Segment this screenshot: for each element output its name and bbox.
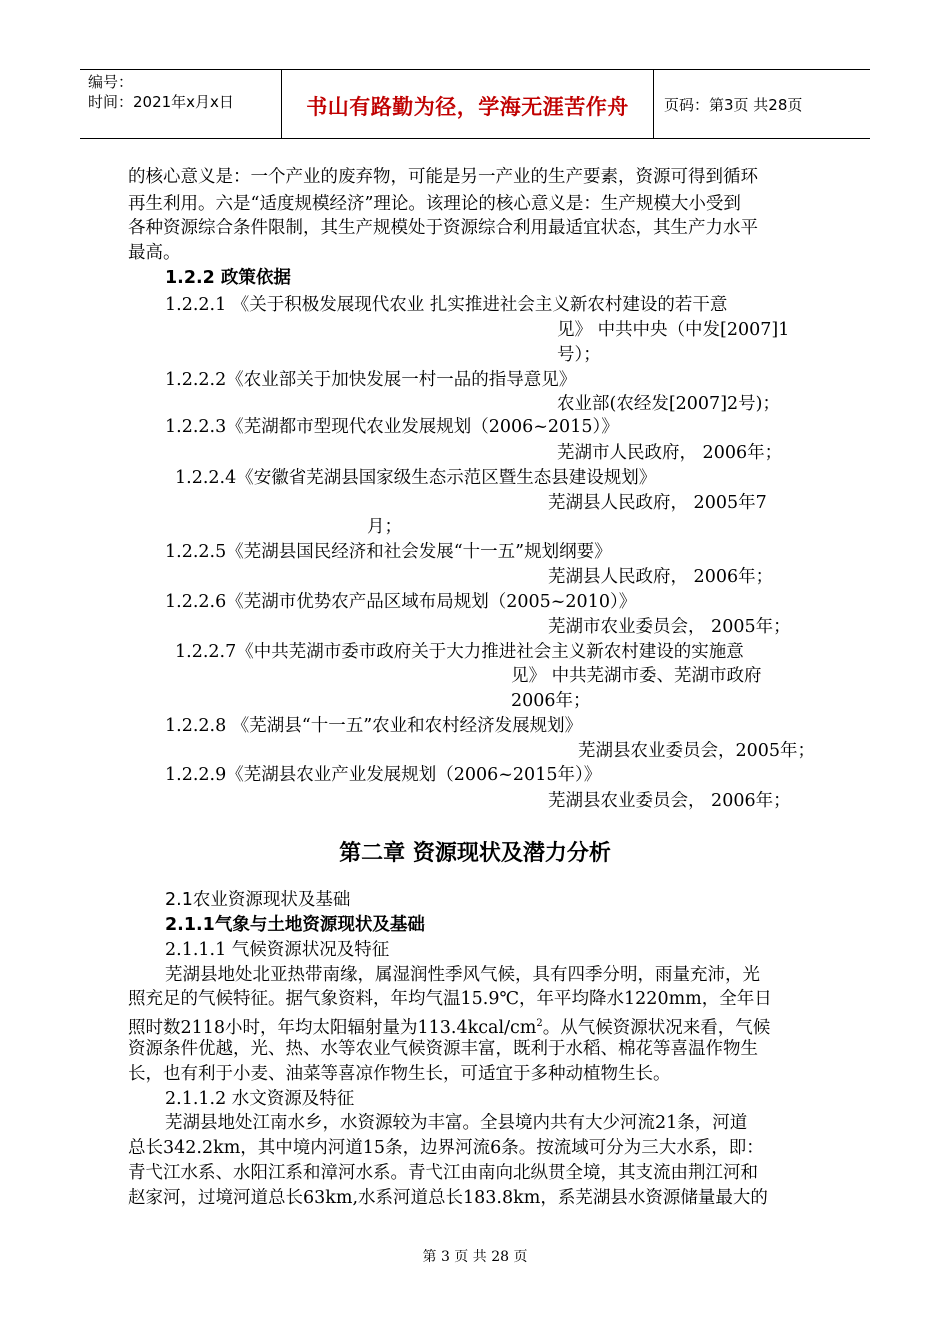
policy-item-source: 见》 中共芜湖市委、芜湖市政府	[511, 666, 762, 686]
hydro-line: 芜湖县地处江南水乡，水资源较为丰富。全县境内共有大少河流21条，河道	[165, 1113, 748, 1133]
policy-item: 1.2.2.1 《关于积极发展现代农业 扎实推进社会主义新农村建设的若干意	[165, 295, 728, 315]
climate-heading: 2.1.1.1 气候资源状况及特征	[165, 940, 390, 960]
climate-line: 资源条件优越，光、热、水等农业气候资源丰富，既利于水稻、棉花等喜温作物生	[128, 1039, 758, 1059]
policy-item: 1.2.2.7《中共芜湖市委市政府关于大力推进社会主义新农村建设的实施意	[175, 642, 744, 662]
chapter-title: 第二章 资源现状及潜力分析	[339, 841, 611, 866]
hydro-line: 青弋江水系、水阳江系和漳河水系。青弋江由南向北纵贯全境，其支流由荆江河和	[128, 1163, 758, 1183]
policy-item: 1.2.2.9《芜湖县农业产业发展规划（2006~2015年）》	[165, 765, 602, 785]
page-footer: 第 3 页 共 28 页	[422, 1249, 528, 1265]
header-meta	[80, 70, 282, 138]
hydro-line: 赵家河，过境河道总长63km,水系河道总长183.8km，系芜湖县水资源储量最大的	[128, 1188, 768, 1208]
hydro-heading: 2.1.1.2 水文资源及特征	[165, 1089, 355, 1109]
policy-item-source: 芜湖县人民政府， 2005年7	[548, 493, 767, 513]
policy-item: 1.2.2.3《芜湖都市型现代农业发展规划（2006~2015）》	[165, 417, 619, 437]
policy-item-source: 芜湖县人民政府， 2006年；	[548, 567, 774, 587]
policy-item-source: 芜湖市农业委员会， 2005年；	[548, 617, 791, 637]
policy-item-source: 农业部(农经发[2007]2号)；	[557, 394, 780, 414]
intro-line: 最高。	[128, 243, 181, 263]
policy-item: 1.2.2.4《安徽省芜湖县国家级生态示范区暨生态县建设规划》	[175, 468, 657, 488]
policy-item: 1.2.2.2《农业部关于加快发展一村一品的指导意见》	[165, 370, 577, 390]
policy-heading: 1.2.2 政策依据	[165, 268, 291, 288]
climate-line: 照充足的气候特征。据气象资料，年均气温15.9℃，年平均降水1220mm，全年日	[128, 989, 772, 1009]
climate-line: 芜湖县地处北亚热带南缘，属湿润性季风气候，具有四季分明，雨量充沛，光	[165, 965, 760, 985]
climate-line: 长，也有利于小麦、油菜等喜凉作物生长，可适宜于多种动植物生长。	[128, 1064, 671, 1084]
subsection-heading: 2.1.1气象与土地资源现状及基础	[165, 915, 425, 935]
policy-item-source: 芜湖县农业委员会，2005年；	[578, 741, 816, 761]
header-motto: 书山有路勤为径，学海无涯苦作舟	[282, 70, 654, 138]
intro-line: 各种资源综合条件限制，其生产规模处于资源综合利用最适宜状态，其生产力水平	[128, 218, 758, 238]
superscript: 2	[536, 1018, 543, 1029]
policy-item: 1.2.2.8 《芜湖县“十一五”农业和农村经济发展规划》	[165, 716, 583, 736]
header-page-info: 页码：第3页 共28页	[664, 95, 803, 114]
intro-line: 的核心意义是：一个产业的废弃物，可能是另一产业的生产要素，资源可得到循环	[128, 167, 758, 187]
doc-time-label: 时间：2021年x月x日	[88, 93, 234, 111]
hydro-line: 总长342.2km，其中境内河道15条，边界河流6条。按流域可分为三大水系，即：	[128, 1138, 764, 1158]
climate-line: 照时数2118小时，年均太阳辐射量为$113.4kcal/cm^2$。从气候资源状况来看，气候	[128, 1017, 771, 1038]
policy-item-source: 月；	[367, 517, 402, 537]
policy-item-source: 号）；	[557, 345, 601, 365]
policy-item-source: 芜湖县农业委员会， 2006年；	[548, 791, 791, 811]
policy-item-source: 见》 中共中央（中发[2007]1	[557, 320, 790, 340]
policy-item-source: 2006年；	[511, 691, 591, 711]
policy-item: 1.2.2.5《芜湖县国民经济和社会发展“十一五”规划纲要》	[165, 542, 612, 562]
section-heading: 2.1农业资源现状及基础	[165, 890, 351, 910]
policy-item-source: 芜湖市人民政府， 2006年；	[557, 443, 783, 463]
intro-line: 再生利用。六是“适度规模经济”理论。该理论的核心意义是：生产规模大小受到	[128, 194, 741, 214]
doc-number-label: 编号：	[88, 73, 134, 91]
policy-item: 1.2.2.6《芜湖市优势农产品区域布局规划（2005~2010）》	[165, 592, 637, 612]
page-header	[80, 69, 870, 139]
